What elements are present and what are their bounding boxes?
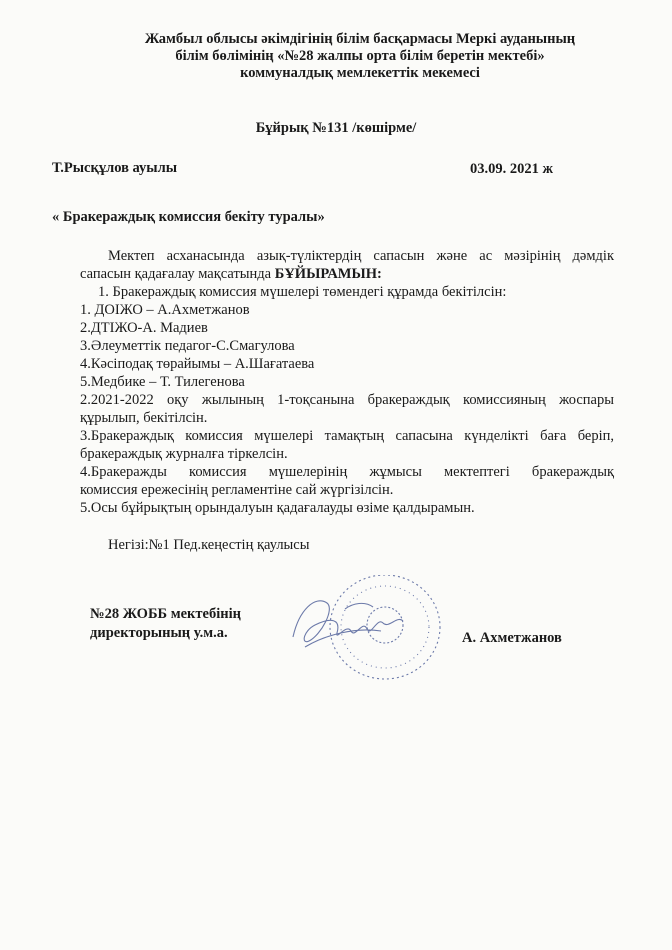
intro-command: БҰЙЫРАМЫН: <box>274 266 382 282</box>
header-line-3: коммуналдық мемлекеттік мекемесі <box>240 65 480 81</box>
order-date: 03.09. 2021 ж <box>470 161 554 177</box>
item-3-line-1: 3.Бракераждық комиссия мүшелері тамақтың сапасына күнделікті баға беріп, <box>80 428 614 444</box>
signer-position-line-1: №28 ЖОББ мектебінің <box>90 606 241 622</box>
signer-position <box>90 605 241 643</box>
header-line-2: білім бөлімінің «№28 жалпы орта білім беретін мектебі» <box>175 48 545 64</box>
item-2-line-1: 2.2021-2022 оқу жылының 1-тоқсанына бракераждық комиссияның жоспары <box>80 392 614 408</box>
item-5: 5.Осы бұйрықтың орындалуын қадағалауды өзіме қалдырамын. <box>80 500 475 516</box>
signer-position-line-2: директорының у.м.а. <box>90 625 228 641</box>
item-1: 1. Бракераждық комиссия мүшелері төмендегі құрамда бекітілсін: <box>98 284 507 300</box>
signer-name: А. Ахметжанов <box>462 630 562 646</box>
intro-line-1: Мектеп асханасында азық-түліктердің сапасын және ас мәзірінің дәмдік <box>108 248 614 264</box>
order-body <box>80 247 614 517</box>
intro-line-2 <box>80 265 614 283</box>
member-1: 1. ДОІЖО – А.Ахметжанов <box>80 302 250 318</box>
member-3: 3.Әлеуметтік педагог-С.Смагулова <box>80 338 295 354</box>
order-place: Т.Рысқұлов ауылы <box>52 160 178 176</box>
item-2-line-2: құрылып, бекітілсін. <box>80 410 208 426</box>
intro-text: сапасын қадағалау мақсатында <box>80 266 275 282</box>
item-3-line-2: бракераждық журналға тіркелсін. <box>80 446 288 462</box>
order-basis: Негізі:№1 Пед.кеңестің қаулысы <box>108 537 310 553</box>
order-title: Бұйрық №131 /көшірме/ <box>255 120 417 136</box>
order-subject: « Бракераждық комиссия бекіту туралы» <box>52 209 325 225</box>
item-4-line-1: 4.Бракеражды комиссия мүшелерінің жұмысы мектептегі бракераждық <box>80 464 614 480</box>
signature-stamp-icon <box>285 575 455 685</box>
header-line-1: Жамбыл облысы әкімдігінің білім басқармасы Меркі ауданының <box>144 31 576 47</box>
member-2: 2.ДТІЖО-А. Мадиев <box>80 320 208 336</box>
document-header <box>90 31 630 82</box>
member-5: 5.Медбике – Т. Тилегенова <box>80 374 245 390</box>
item-4-line-2: комиссия ережесінің регламентіне сай жүргізілсін. <box>80 482 394 498</box>
member-4: 4.Кәсіподақ төрайымы – А.Шағатаева <box>80 356 315 372</box>
